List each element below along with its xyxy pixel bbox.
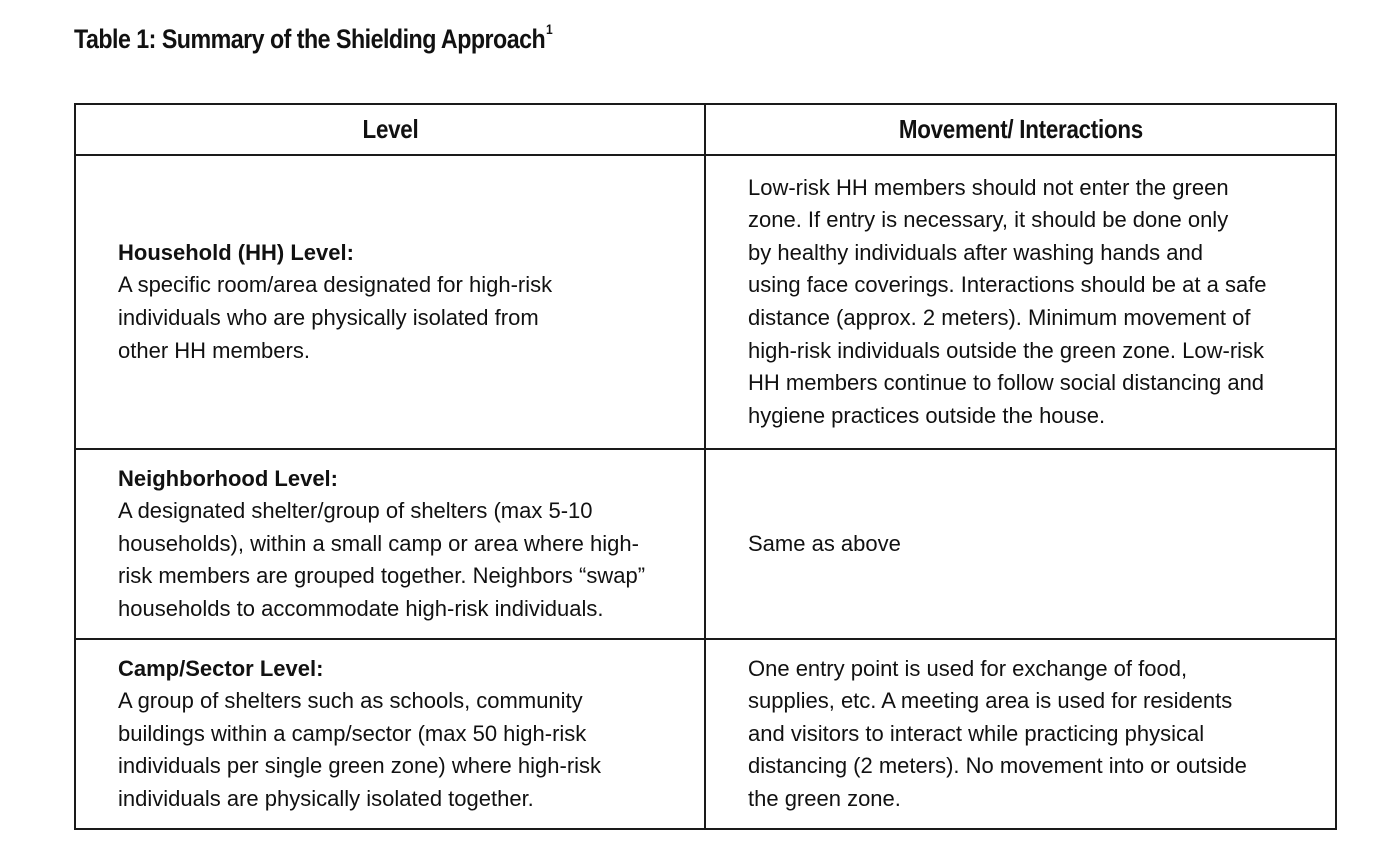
text-line: by healthy individuals after washing hands and [748, 239, 1203, 265]
text-line: Same as above [748, 530, 901, 556]
text-line: risk members are grouped together. Neighbors “swap” [118, 563, 646, 589]
movement-cell-neighborhood [705, 449, 1336, 639]
text-line: households to accommodate high-risk individuals. [118, 595, 604, 621]
shielding-summary-table [74, 103, 1337, 830]
text-line: buildings within a camp/sector (max 50 high-risk [118, 720, 587, 746]
text-line: HH members continue to follow social distancing and [748, 370, 1265, 396]
text-line: individuals who are physically isolated from [118, 305, 539, 330]
text-line: A group of shelters such as schools, community [118, 688, 583, 714]
text-line: A specific room/area designated for high-risk [118, 272, 553, 298]
table-row [75, 639, 1336, 829]
text-line: using face coverings. Interactions should be at a safe [748, 272, 1267, 298]
movement-cell-camp-sector [705, 639, 1336, 829]
text-line: supplies, etc. A meeting area is used for residents [748, 688, 1233, 714]
text-line: and visitors to interact while practicing physical [748, 720, 1205, 746]
level-cell-neighborhood [75, 449, 705, 639]
footnote-marker: 1 [546, 21, 553, 37]
column-header-movement: Movement/ Interactions [705, 104, 1336, 155]
text-line: individuals per single green zone) where high-risk [118, 753, 602, 779]
text-line: zone. If entry is necessary, it should be done only [748, 207, 1229, 233]
text-line: high-risk individuals outside the green zone. Low-risk [748, 337, 1265, 363]
table-row [75, 449, 1336, 639]
level-description [118, 269, 688, 367]
text-line: A designated shelter/group of shelters (max 5-10 [118, 498, 593, 524]
level-description [118, 495, 688, 625]
movement-cell-household [705, 155, 1336, 449]
text-line: distance (approx. 2 meters). Minimum movement of [748, 305, 1251, 330]
text-line: households), within a small camp or area where high- [118, 530, 639, 556]
level-heading: Camp/Sector Level: [118, 655, 324, 681]
level-heading: Household (HH) Level: [118, 239, 354, 265]
text-line: Low-risk HH members should not enter the green [748, 174, 1229, 200]
table-row [75, 155, 1336, 449]
text-line: hygiene practices outside the house. [748, 402, 1106, 428]
level-description [118, 685, 688, 815]
table-title-text: Table 1: Summary of the Shielding Approach [74, 24, 546, 54]
level-heading: Neighborhood Level: [118, 465, 338, 491]
level-cell-camp-sector [75, 639, 705, 829]
text-line: other HH members. [118, 337, 310, 363]
table-header-row [75, 104, 1336, 155]
level-cell-household [75, 155, 705, 449]
table-title [74, 21, 553, 55]
column-header-level: Level [75, 104, 705, 155]
text-line: One entry point is used for exchange of food, [748, 655, 1188, 681]
text-line: the green zone. [748, 785, 901, 811]
text-line: distancing (2 meters). No movement into or outside [748, 753, 1247, 779]
text-line: individuals are physically isolated together. [118, 785, 534, 811]
